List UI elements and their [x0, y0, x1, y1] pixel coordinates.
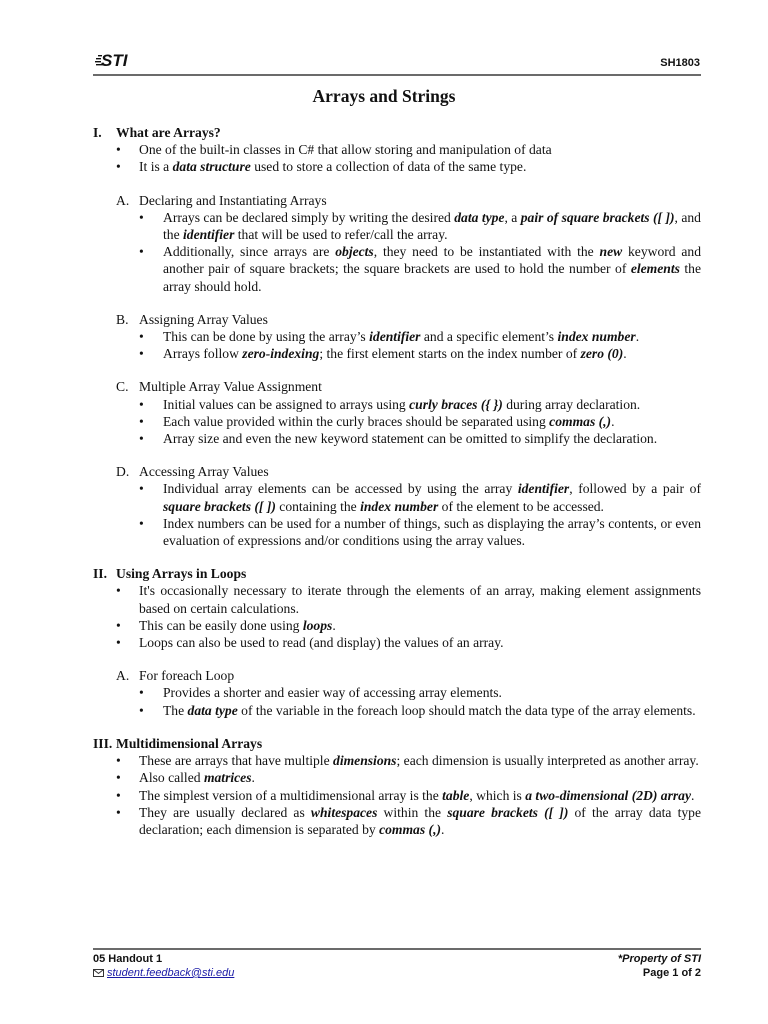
section-arrays-in-loops [93, 565, 701, 719]
page-number: Page 1 of 2 [642, 967, 701, 979]
list-item: • The simplest version of a multidimensional array is the table, which is a two-dimensional (2D) array. [93, 787, 701, 804]
bullet-list [93, 752, 701, 838]
list-item: • The data type of the variable in the foreach loop should match the data type of the array elements. [116, 702, 701, 719]
bullet-list [116, 396, 701, 448]
subsection-heading: For foreach Loop [139, 668, 235, 684]
list-item: • This can be done by using the array’s identifier and a specific element’s index number. [116, 328, 701, 345]
list-item: • Arrays can be declared simply by writing the desired data type, a pair of square brackets ([ ]), and the identifier that will be used to refer/call the array. [116, 209, 701, 243]
subsection-heading: Declaring and Instantiating Arrays [139, 192, 327, 208]
subsection-heading: Assigning Array Values [139, 311, 268, 327]
document-code: SH1803 [660, 57, 700, 69]
subsection-letter: C. [116, 379, 129, 395]
subsection-multiple-assignment [93, 378, 701, 447]
section-number: II. [93, 566, 107, 582]
section-multidimensional-arrays [93, 735, 701, 838]
section-what-are-arrays [93, 124, 701, 549]
list-item: • Individual array elements can be accessed by using the array identifier, followed by a pair of square brackets ([ ]) containing the index number of the element to be accessed. [116, 480, 701, 514]
header-divider [93, 74, 701, 76]
subsection-assigning-values [93, 311, 701, 363]
list-item: • Additionally, since arrays are objects, they need to be instantiated with the new keyword and another pair of square brackets; the square brackets are used to hold the number of elements the array should hold. [116, 243, 701, 295]
sti-logo [94, 44, 154, 74]
list-item: • Index numbers can be used for a number of things, such as displaying the array’s contents, or even evaluation of expressions and/or conditions using the array values. [116, 515, 701, 549]
list-item: • It's occasionally necessary to iterate through the elements of an array, making element assignments based on certain calculations. [93, 582, 701, 616]
section-heading: Using Arrays in Loops [116, 566, 247, 582]
list-item: • These are arrays that have multiple dimensions; each dimension is usually interpreted as another array. [93, 752, 701, 769]
subsection-accessing-values [93, 463, 701, 549]
envelope-icon [93, 969, 104, 977]
subsection-declaring-arrays [93, 192, 701, 295]
subsection-foreach-loop [93, 667, 701, 719]
subsection-letter: A. [116, 192, 130, 208]
list-item: • One of the built-in classes in C# that allow storing and manipulation of data [93, 141, 701, 158]
list-item: • This can be easily done using loops. [93, 617, 701, 634]
list-item: • Each value provided within the curly braces should be separated using commas (,). [116, 413, 701, 430]
page-title: Arrays and Strings [312, 86, 456, 106]
bullet-list [116, 328, 701, 362]
svg-text:STI: STI [101, 51, 128, 70]
handout-content [93, 124, 701, 854]
section-number: III. [93, 735, 113, 751]
list-item: • Arrays follow zero-indexing; the first element starts on the index number of zero (0). [116, 345, 701, 362]
subsection-heading: Multiple Array Value Assignment [139, 379, 322, 395]
handout-number: 05 Handout 1 [93, 953, 163, 965]
subsection-letter: B. [116, 311, 129, 327]
list-item: • Loops can also be used to read (and display) the values of an array. [93, 634, 701, 651]
list-item: • Also called matrices. [93, 769, 701, 786]
bullet-list [116, 209, 701, 295]
footer-divider [93, 948, 701, 950]
list-item: • They are usually declared as whitespaces within the square brackets ([ ]) of the array data type declaration; each dimension is separated by commas (,). [93, 804, 701, 838]
section-heading: Multidimensional Arrays [116, 735, 263, 751]
bullet-list [93, 141, 701, 175]
subsection-heading: Accessing Array Values [139, 464, 269, 480]
property-notice: *Property of STI [617, 953, 701, 965]
bullet-list [93, 582, 701, 651]
list-item: • It is a data structure used to store a collection of data of the same type. [93, 158, 701, 175]
list-item: • Array size and even the new keyword statement can be omitted to simplify the declaration. [116, 430, 701, 447]
feedback-email-link[interactable]: student.feedback@sti.edu [107, 967, 235, 979]
list-item: • Initial values can be assigned to arrays using curly braces ({ }) during array declaration. [116, 396, 701, 413]
list-item: • Provides a shorter and easier way of accessing array elements. [116, 684, 701, 701]
bullet-list [116, 480, 701, 549]
subsection-letter: D. [116, 464, 130, 480]
bullet-list [116, 684, 701, 718]
section-heading: What are Arrays? [116, 125, 221, 140]
subsection-letter: A. [116, 668, 130, 684]
section-number: I. [93, 125, 102, 140]
